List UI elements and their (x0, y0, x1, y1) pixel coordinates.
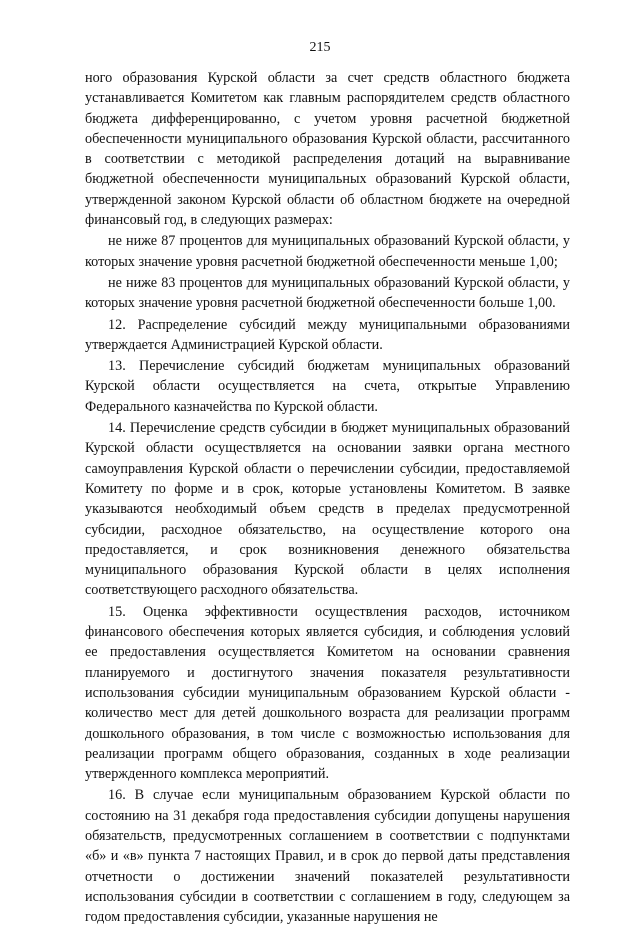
paragraph-subsidy-level-1: не ниже 87 процентов для муниципальных образований Курской области, у которых значение уровня расчетной бюджетной обеспеченности меньше 1,00; (85, 233, 570, 270)
document-body (85, 68, 570, 927)
paragraph-item-13: 13. Перечисление субсидий бюджетам муниципальных образований Курской области осуществляется на счета, открытые Управлению Федерального казначейства по Курской области. (85, 358, 570, 415)
page-number: 215 (309, 40, 331, 55)
paragraph-subsidy-level-2: не ниже 83 процентов для муниципальных образований Курской области, у которых значение уровня расчетной бюджетной обеспеченности больше 1,00. (85, 274, 570, 312)
paragraph-item-15: 15. Оценка эффективности осуществления расходов, источником финансового обеспечения которых является субсидия, и соблюдения условий ее предоставления осуществляется Комитетом на основании сравнения планируемого и достигнутого значения показателя результативности использования субсидии муниципальным образованием Курской области - количество мест для детей дошкольного возраста для реализации программ дошкольного образования, в том числе с возможностью использования для реализации программ общего образования, созданных в ходе реализации утвержденного комплекса мероприятий. (85, 603, 570, 783)
paragraph-item-12: 12. Распределение субсидий между муниципальными образованиями утверждается Администрацией Курской области. (85, 316, 570, 353)
paragraph-item-14: 14. Перечисление средств субсидии в бюджет муниципальных образований Курской области осуществляется на основании заявки органа местного самоуправления Курской области о перечислении субсидии, предоставляемой Комитету по форме и в срок, которые установлены Комитетом. В заявке указываются необходимый объем средств в пределах предусмотренной субсидии, расходное обязательство, на осуществление которого она предоставляется, и срок возникновения денежного обязательства муниципального образования Курской области в целях исполнения соответствующего расходного обязательства. (85, 420, 570, 599)
paragraph-item-16: 16. В случае если муниципальным образованием Курской области по состоянию на 31 декабря года предоставления субсидии допущены нарушения обязательств, предусмотренных соглашением в соответствии с подпунктами «б» и «в» пункта 7 настоящих Правил, и в срок до первой даты представления отчетности о достижении значений показателей результативности использования субсидии в соответствии с соглашением в году, следующем за годом предоставления субсидии, указанные нарушения не (85, 787, 570, 926)
paragraph-continuation: ного образования Курской области за счет средств областного бюджета устанавливается Комитетом как главным распорядителем средств областного бюджета дифференцированно, с учетом уровня расчетной бюджетной обеспеченности муниципального образования Курской области, рассчитанного в соответствии с методикой распределения дотаций на выравнивание бюджетной обеспеченности муниципальных образований Курской области, утвержденной законом Курской области об областном бюджете на очередной финансовый год, в следующих размерах: (85, 70, 570, 229)
